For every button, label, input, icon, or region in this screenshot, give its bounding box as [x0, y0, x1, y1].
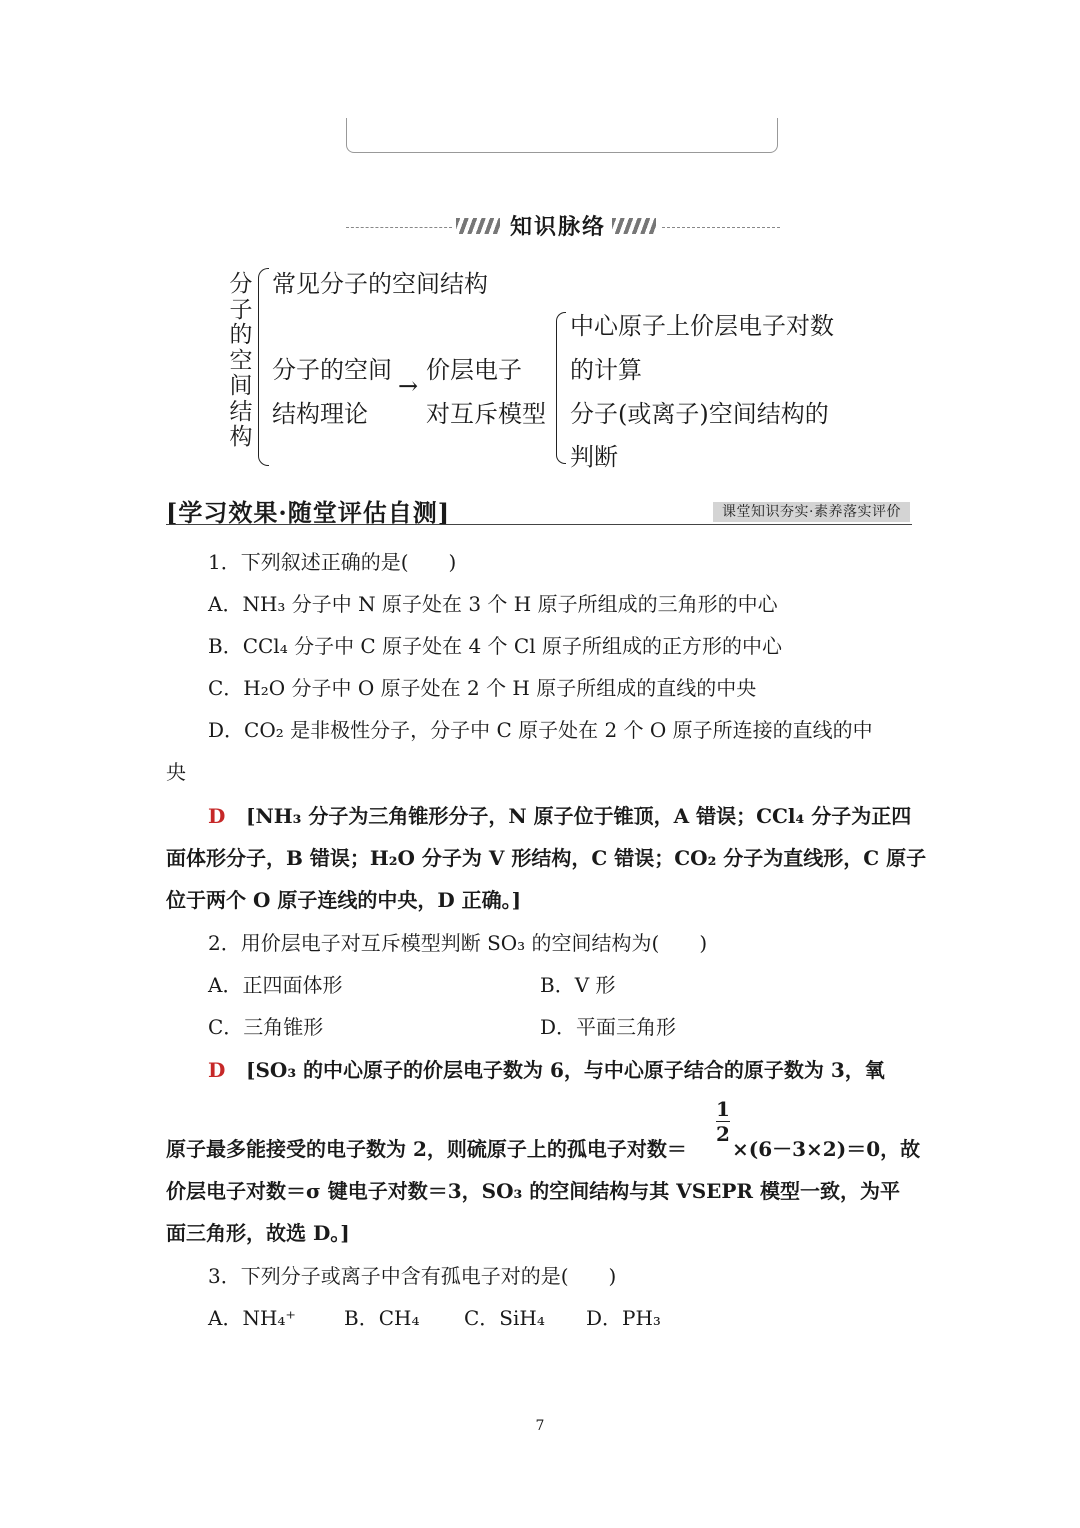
- q1-option-d-cont: 央: [166, 760, 186, 784]
- section-badge: 课堂知识夯实·素养落实评价: [713, 502, 910, 522]
- q3-option-c: C．SiH₄: [464, 1306, 545, 1330]
- sub-item-2-line1: 分子(或离子)空间结构的: [570, 400, 829, 428]
- q3-option-d: D．PH₃: [586, 1306, 661, 1330]
- sub-item-1-line1: 中心原子上价层电子对数: [570, 312, 834, 340]
- q2-option-b: B．V 形: [540, 973, 616, 997]
- sub-item-2-line2: 判断: [570, 443, 618, 471]
- q1-explanation-2: 面体形分子，B 错误；H₂O 分子为 V 形结构，C 错误；CO₂ 分子为直线形，C 原子: [166, 846, 927, 870]
- section-title: [学习效果·随堂评估自测]: [166, 498, 451, 527]
- q1-option-c: C．H₂O 分子中 O 原子处在 2 个 H 原子所组成的直线的中央: [208, 676, 757, 700]
- branch-theory-line2: 结构理论: [272, 400, 368, 428]
- q1-explanation-1: [NH₃ 分子为三角锥形分子，N 原子位于锥顶，A 错误；CCl₄ 分子为正四: [246, 804, 912, 828]
- header-rule-right: [662, 227, 780, 228]
- page-number: 7: [535, 1418, 545, 1434]
- vsepr-line1: 价层电子: [426, 356, 522, 384]
- q2-option-a: A．正四面体形: [208, 973, 343, 997]
- q3-stem: 3．下列分子或离子中含有孤电子对的是( ): [208, 1264, 617, 1288]
- q2-option-d: D．平面三角形: [540, 1015, 677, 1039]
- arrow: →: [398, 372, 419, 400]
- fraction-denominator: 2: [716, 1122, 730, 1146]
- top-frame: [346, 118, 778, 153]
- q2-answer: D: [208, 1058, 226, 1082]
- header-stripes-left: [456, 218, 500, 234]
- q2-fraction: [716, 1098, 730, 1145]
- q2-explanation-1: [SO₃ 的中心原子的价层电子数为 6，与中心原子结合的原子数为 3，氧: [246, 1058, 885, 1082]
- q3-option-a: A．NH₄⁺: [208, 1306, 296, 1330]
- vsepr-line2: 对互斥模型: [426, 400, 546, 428]
- q2-explanation-2a: 原子最多能接受的电子数为 2，则硫原子上的孤电子对数＝: [166, 1137, 687, 1161]
- knowledge-header: 知识脉络: [510, 215, 607, 240]
- q2-stem: 2．用价层电子对互斥模型判断 SO₃ 的空间结构为( ): [208, 931, 708, 955]
- q2-explanation-4: 面三角形，故选 D。]: [166, 1221, 350, 1245]
- section-rule: [166, 524, 912, 525]
- header-rule-left: [346, 227, 452, 228]
- fraction-numerator: 1: [716, 1097, 730, 1121]
- q1-answer: D: [208, 804, 226, 828]
- branch-common-structures: 常见分子的空间结构: [272, 270, 488, 298]
- q1-explanation-3: 位于两个 O 原子连线的中央，D 正确。]: [166, 888, 522, 912]
- q2-option-c: C．三角锥形: [208, 1015, 324, 1039]
- q3-option-b: B．CH₄: [344, 1306, 420, 1330]
- q1-option-d: D．CO₂ 是非极性分子，分子中 C 原子处在 2 个 O 原子所连接的直线的中: [208, 718, 873, 742]
- q2-explanation-2b: ×(6－3×2)＝0，故: [732, 1137, 921, 1161]
- q1-option-a: A．NH₃ 分子中 N 原子处在 3 个 H 原子所组成的三角形的中心: [208, 592, 778, 616]
- q1-option-b: B．CCl₄ 分子中 C 原子处在 4 个 Cl 原子所组成的正方形的中心: [208, 634, 782, 658]
- q2-explanation-3: 价层电子对数＝σ 键电子对数＝3，SO₃ 的空间结构与其 VSEPR 模型一致，为平: [166, 1179, 901, 1203]
- branch-theory-line1: 分子的空间: [272, 356, 392, 384]
- sub-brace: [556, 312, 566, 464]
- vertical-title: 分 子 的 空 间 结 构: [229, 271, 253, 450]
- main-brace: [258, 268, 269, 466]
- q1-stem: 1．下列叙述正确的是( ): [208, 550, 457, 574]
- header-stripes-right: [612, 218, 656, 234]
- sub-item-1-line2: 的计算: [570, 356, 642, 384]
